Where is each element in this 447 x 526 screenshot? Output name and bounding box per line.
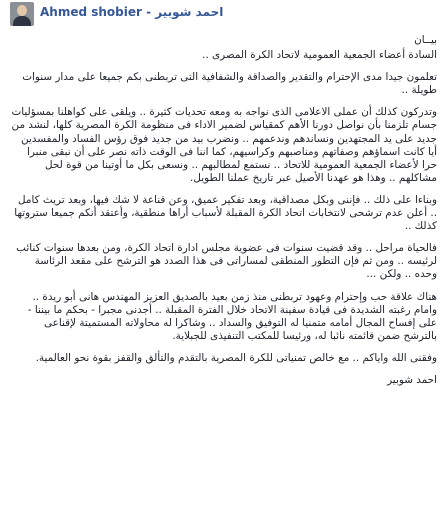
post-paragraph: تعلمون جيدا مدى الإحترام والتقدير والصداقة والشفافية التى تربطنى بكم جميعا على مدار سنوات طويلة .. bbox=[22, 71, 437, 97]
post-header bbox=[0, 0, 447, 30]
post-paragraph: فالحياة مراحل .. وقد قضيت سنوات فى عضوية مجلس ادارة اتحاد الكرة، ومن بعدها سنوات كنائب لرئيسه .. ومن ثم فإن التطور المنطقى لمساراتى فى هذا الصدد هو الترشح على مقعد الرئاسة وحده .. ولكن ... bbox=[16, 242, 437, 281]
post-paragraph: وفقنى الله واياكم .. مع خالص تمنياتى للكرة المصرية بالتقدم والتألق والقفز بقوة نحو العالمية. bbox=[35, 351, 437, 364]
post-signature: احمد شوبير bbox=[387, 373, 437, 386]
post-paragraph: السادة أعضاء الجمعية العمومية لاتحاد الكرة المصرى .. bbox=[202, 49, 437, 62]
post-paragraph: وتدركون كذلك أن عملى الاعلامى الذى نواجه به ومعه تحديات كثيرة .. ويلقى على كواهلنا بمسؤليات جسام تلزمنا بأن نواصل دورنا الأهم كمقياس لضمير الاداء فى منظومة الكرة المصرية كلها، لنشد من جديد على يد المجتهدين ونساندهم وندعمهم .. ونضرب بيد من جديد فوق رؤس الفساد والمفسدين أيا كانت اسماؤهم وصفاتهم ومناصبهم وكراسيهم، كما اننا فى الوقت ذاته نصر على أن نبقى منبرا حرا لأعضاء الجمعية العمومية للاتحاد .. نستمع لمطالبهم .. ونسعى بكل ما أوتينا من قوة لحل مشاكلهم .. وهذا هو عهدنا الأصيل عبر تاريخ عملنا الطويل. bbox=[11, 106, 437, 184]
author-avatar[interactable] bbox=[10, 2, 34, 26]
author-name[interactable]: Ahmed shobier - احمد شوبير bbox=[40, 5, 224, 19]
post-body bbox=[10, 34, 437, 522]
post-paragraph: هناك علاقة حب وإحترام وعهود تربطنى منذ زمن بعيد بالصديق العزيز المهندس هانى أبو ريدة .. وامام رغبته الشديدة فى قيادة سفينة الاتحاد خلال الفترة المقبلة .. أجدنى مجبرا - بحكم ما بيننا - على إفساح المجال أمامه متمنيا له التوفيق والسداد .. وشاكرا له محاولاته المستميتة لإقناعى بالترشح ضمن قائمته نائبا له، ورئيسا للمكتب التنفيذى للجبلاية. bbox=[27, 290, 437, 342]
post-paragraph: وبناءا على ذلك .. فإننى وبكل مصداقية، وبعد تفكير عميق، وعن قناعة لا شك فيها، وبعد تريث كامل .. أعلن عدم ترشحى لانتخابات اتحاد الكرة المقبلة لأسباب أراها منطقية، وأعتقد أنكم جميعا ستروتها كذلك .. bbox=[14, 193, 437, 233]
statement-title: بيــان bbox=[414, 34, 437, 46]
